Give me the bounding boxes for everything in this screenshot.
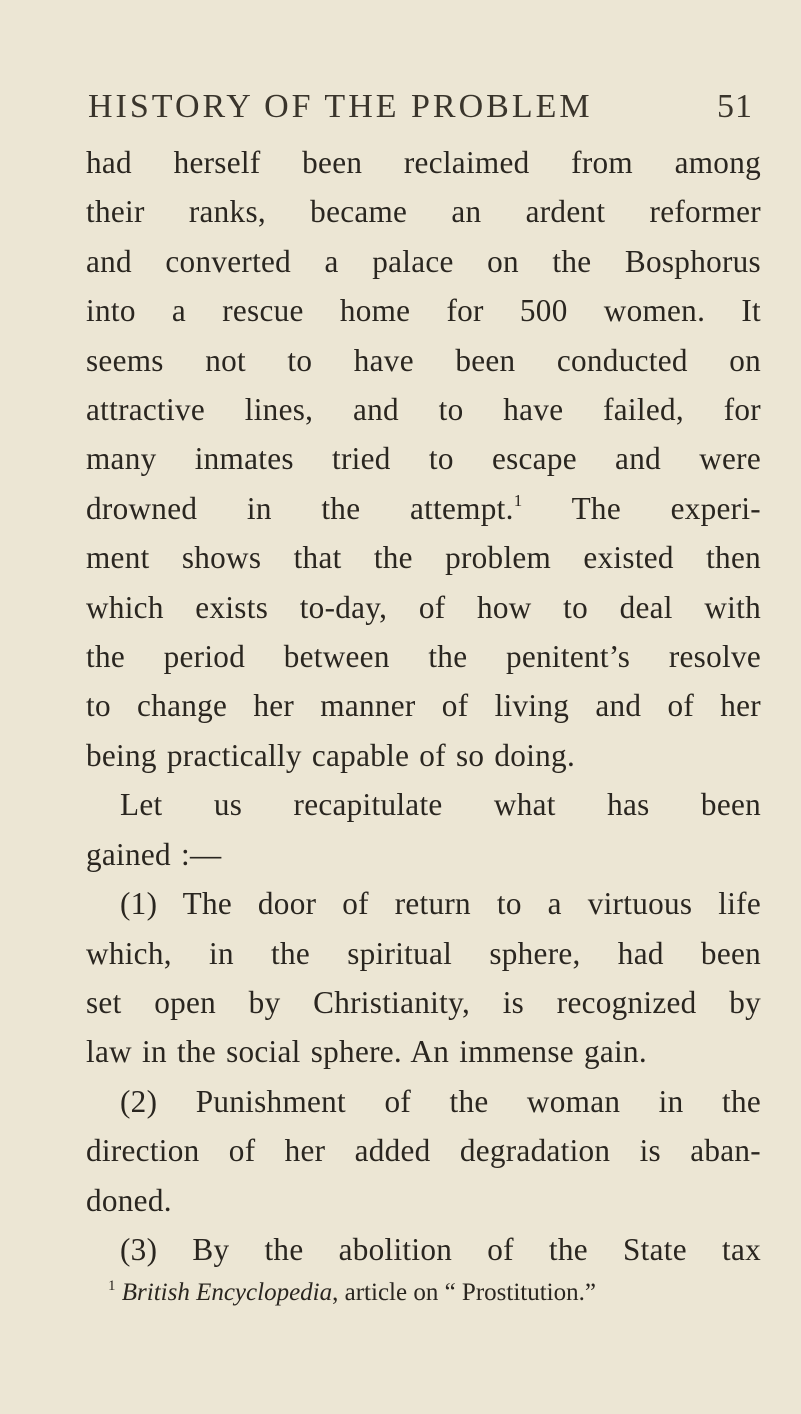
- body-text: [86, 138, 761, 1274]
- text-line: set open by Christianity, is recognized by: [86, 984, 761, 1020]
- running-head: [86, 0, 761, 128]
- text-line: into a rescue home for 500 women. It: [86, 293, 761, 329]
- footnote-marker: 1: [513, 490, 523, 510]
- text-line: being practically capable of so doing.: [86, 737, 576, 773]
- text-line: and converted a palace on the Bosphorus: [86, 243, 761, 279]
- text-line: their ranks, became an ardent reformer: [86, 194, 761, 230]
- text-line: doned.: [86, 1182, 172, 1218]
- paragraph-4: [86, 1077, 761, 1225]
- paragraph-3: [86, 879, 761, 1077]
- text-line: many inmates tried to escape and were: [86, 441, 761, 477]
- footnote: [86, 1276, 761, 1310]
- paragraph-2: [86, 780, 761, 879]
- paragraph-1: [86, 138, 761, 780]
- text-line: seems not to have been conducted on: [86, 342, 761, 378]
- running-title: HISTORY OF THE PROBLEM: [88, 88, 593, 125]
- text-line: attractive lines, and to have failed, for: [86, 392, 761, 428]
- text-line: (1) The door of return to a virtuous life: [120, 886, 761, 922]
- text-line: Let us recapitulate what has been: [120, 787, 761, 823]
- text-line: gained :—: [86, 836, 222, 872]
- footnote-number: 1: [108, 1278, 116, 1295]
- text-line: which exists to-day, of how to deal with: [86, 589, 761, 625]
- footnote-text: , article on “ Prostitution.”: [332, 1279, 596, 1307]
- text-line: which, in the spiritual sphere, had been: [86, 935, 761, 971]
- text-line: (2) Punishment of the woman in the: [120, 1083, 761, 1119]
- paragraph-5: [86, 1225, 761, 1274]
- page-number: 51: [717, 88, 753, 125]
- text-line: direction of her added degradation is aban-: [86, 1133, 761, 1169]
- text-line: to change her manner of living and of her: [86, 688, 761, 724]
- line-text-continued: The experi-: [522, 490, 761, 526]
- text-line: law in the social sphere. An immense gain.: [86, 1034, 647, 1070]
- text-line-with-footnote: [86, 484, 761, 533]
- text-line: (3) By the abolition of the State tax: [120, 1231, 761, 1267]
- text-line: the period between the penitent’s resolve: [86, 639, 761, 675]
- text-line: ment shows that the problem existed then: [86, 540, 761, 576]
- text-line: had herself been reclaimed from among: [86, 145, 761, 180]
- footnote-source-title: British Encyclopedia: [121, 1279, 333, 1307]
- line-text: drowned in the attempt.: [86, 490, 514, 526]
